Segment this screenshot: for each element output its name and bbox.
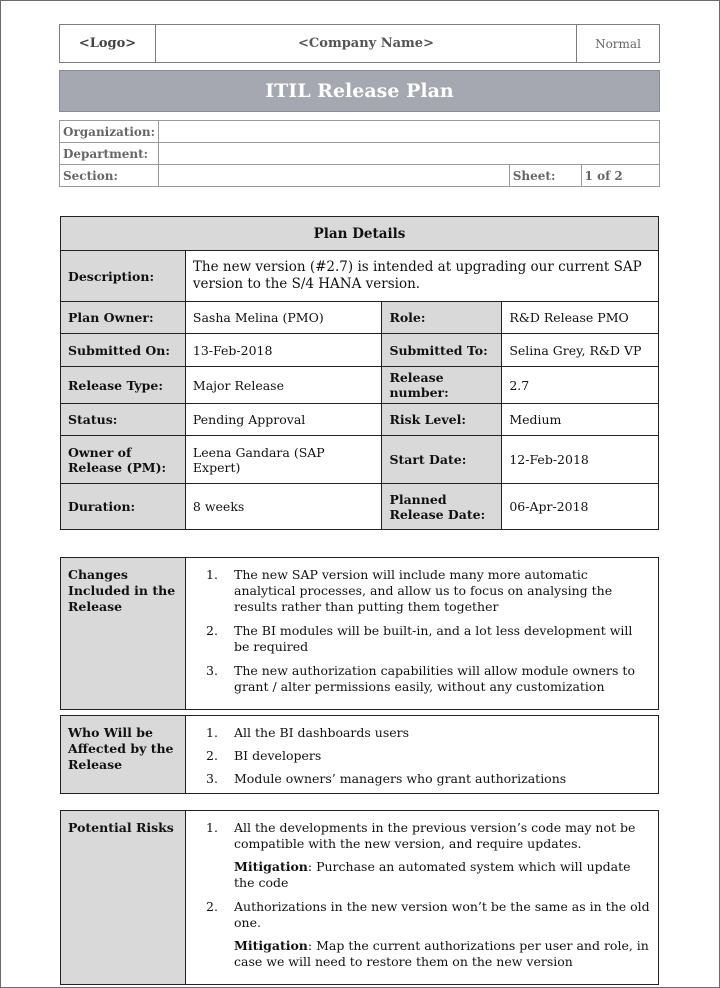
list-number: 2.: [206, 623, 218, 638]
affected-list-cell: [186, 716, 659, 794]
risks-list: [206, 820, 650, 970]
organization-field[interactable]: [159, 121, 660, 143]
start-date-label: Start Date:: [382, 436, 502, 484]
sheet-label: Sheet:: [509, 165, 581, 187]
list-number: 1.: [206, 820, 218, 835]
risk-text: Authorizations in the new version won’t be the same as in the old one.: [234, 899, 650, 930]
release-type-value: Major Release: [185, 367, 382, 404]
list-number: 3.: [206, 771, 218, 786]
duration-value: 8 weeks: [185, 484, 382, 530]
changes-list-cell: [186, 558, 659, 710]
mitigation-text: : Map the current authorizations per user and role, in case we will need to restore them on the new version: [234, 938, 649, 969]
submitted-on-value: 13-Feb-2018: [185, 334, 382, 367]
risk-level-value: Medium: [502, 404, 659, 436]
mitigation-label: Mitigation: [234, 938, 308, 953]
submitted-to-label: Submitted To:: [382, 334, 502, 367]
logo-placeholder: <Logo>: [60, 25, 156, 62]
list-item: [206, 567, 650, 615]
list-number: 3.: [206, 663, 218, 678]
list-item: [206, 725, 650, 741]
risks-section: [60, 810, 659, 985]
list-text: The new authorization capabilities will allow module owners to grant / alter permissions easily, without any customization: [234, 663, 635, 694]
release-number-label: Release number:: [382, 367, 502, 404]
list-text: The new SAP version will include many more automatic analytical processes, and allow us to focus on analysing the results rather than putting them together: [234, 567, 613, 614]
document-header: [59, 24, 660, 63]
role-label: Role:: [382, 302, 502, 334]
owner-of-release-value: Leena Gandara (SAP Expert): [185, 436, 382, 484]
department-label: Department:: [60, 143, 159, 165]
list-text: [234, 820, 650, 891]
document-title: ITIL Release Plan: [59, 70, 660, 112]
list-item: [206, 663, 650, 695]
submitted-on-label: Submitted On:: [61, 334, 186, 367]
risks-label: Potential Risks: [61, 811, 186, 985]
risk-level-label: Risk Level:: [382, 404, 502, 436]
list-item: [206, 623, 650, 655]
description-label: Description:: [61, 251, 186, 302]
release-type-label: Release Type:: [61, 367, 186, 404]
meta-table: [59, 120, 660, 187]
plan-owner-label: Plan Owner:: [61, 302, 186, 334]
section-label: Section:: [60, 165, 159, 187]
list-text: Module owners’ managers who grant authorizations: [234, 771, 567, 786]
release-number-value: 2.7: [502, 367, 659, 404]
list-number: 1.: [206, 725, 218, 740]
list-item: [206, 771, 650, 787]
risk-text: All the developments in the previous version’s code may not be compatible with the new version, and require updates.: [234, 820, 636, 851]
affected-list: [206, 725, 650, 787]
plan-owner-value: Sasha Melina (PMO): [185, 302, 382, 334]
section-field[interactable]: [159, 165, 510, 187]
affected-label: Who Will be Affected by the Release: [61, 716, 186, 794]
list-text: BI developers: [234, 748, 322, 763]
list-item: [206, 748, 650, 764]
mitigation-label: Mitigation: [234, 859, 308, 874]
status-label: Status:: [61, 404, 186, 436]
status-value: Pending Approval: [185, 404, 382, 436]
planned-release-date-value: 06-Apr-2018: [502, 484, 659, 530]
organization-label: Organization:: [60, 121, 159, 143]
mitigation: [234, 859, 650, 891]
style-label: Normal: [595, 36, 641, 51]
department-field[interactable]: [159, 143, 660, 165]
risks-list-cell: [186, 811, 659, 985]
changes-list: [206, 567, 650, 695]
planned-release-date-label: Planned Release Date:: [382, 484, 502, 530]
list-number: 2.: [206, 899, 218, 914]
role-value: R&D Release PMO: [502, 302, 659, 334]
list-number: 1.: [206, 567, 218, 582]
mitigation-text: : Purchase an automated system which will update the code: [234, 859, 631, 890]
owner-of-release-label: Owner of Release (PM):: [61, 436, 186, 484]
start-date-value: 12-Feb-2018: [502, 436, 659, 484]
description-value: The new version (#2.7) is intended at upgrading our current SAP version to the S/4 HANA version.: [185, 251, 658, 302]
list-text: All the BI dashboards users: [234, 725, 410, 740]
list-number: 2.: [206, 748, 218, 763]
changes-label: Changes Included in the Release: [61, 558, 186, 710]
submitted-to-value: Selina Grey, R&D VP: [502, 334, 659, 367]
list-item: [206, 820, 650, 891]
plan-details-heading: Plan Details: [61, 217, 659, 251]
company-name-placeholder: <Company Name>: [156, 25, 577, 62]
mitigation: [234, 938, 650, 970]
duration-label: Duration:: [61, 484, 186, 530]
changes-section: [60, 557, 659, 710]
plan-details-table: [60, 216, 659, 530]
list-text: [234, 899, 650, 970]
affected-section: [60, 715, 659, 794]
sheet-value: 1 of 2: [581, 165, 659, 187]
list-item: [206, 899, 650, 970]
list-text: The BI modules will be built-in, and a lot less development will be required: [234, 623, 633, 654]
